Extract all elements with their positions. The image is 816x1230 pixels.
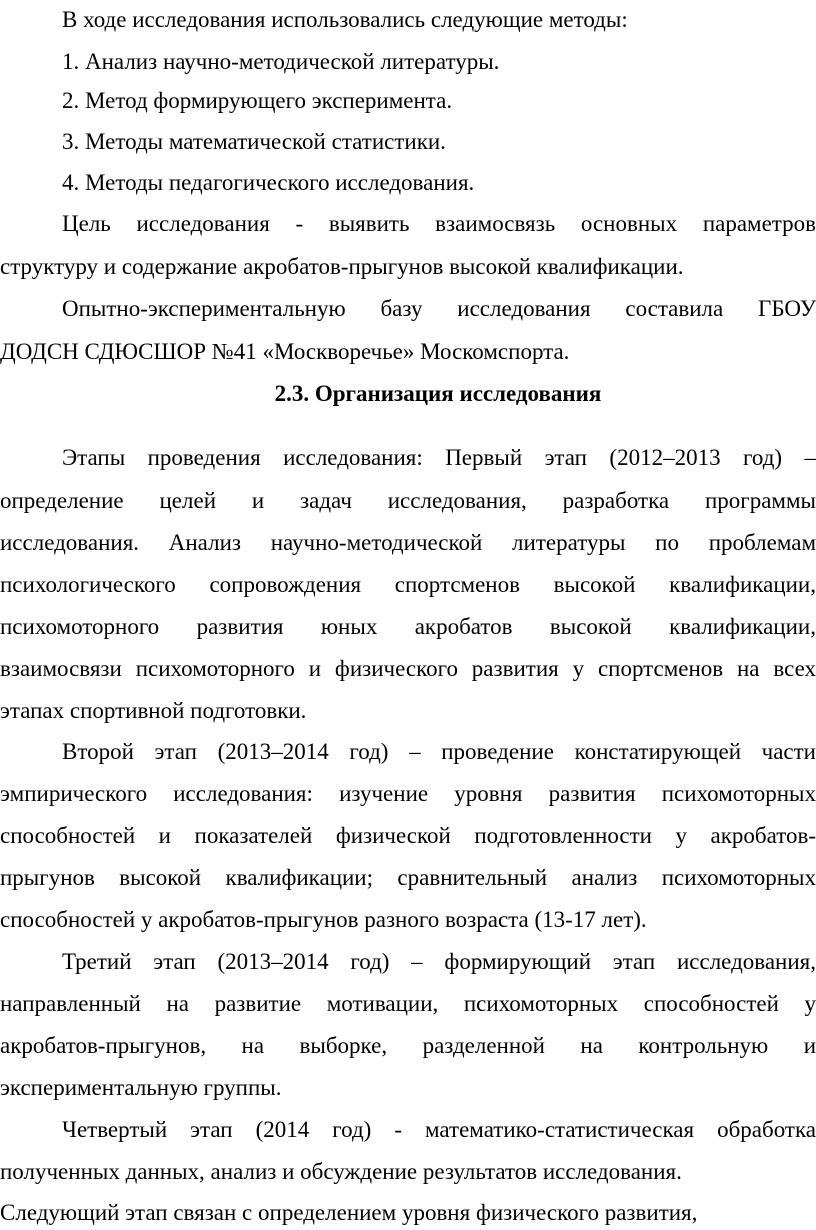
section-heading: 2.3. Организация исследования	[274, 381, 602, 406]
stage2-line: способностей и показателей физической подготовленности у акробатов-	[0, 823, 816, 848]
intro-line: В ходе исследования использовались следующие методы:	[62, 7, 628, 32]
stage1-line: Этапы проведения исследования: Первый этап (2012–2013 год) –	[62, 445, 816, 470]
stage3-line: акробатов-прыгунов, на выборке, разделенной на контрольную и	[0, 1033, 816, 1058]
stage1-line: психомоторного развития юных акробатов высокой квалификации,	[0, 614, 816, 639]
stage4-line: полученных данных, анализ и обсуждение результатов исследования.	[0, 1159, 682, 1184]
stage3-line: экспериментальную группы.	[0, 1075, 282, 1100]
method-item: 1. Анализ научно-методической литературы.	[62, 49, 500, 74]
next-stage-line: Следующий этап связан с определением уровня физического развития,	[0, 1200, 698, 1225]
base-line: ДОДСН СДЮСШОР №41 «Москворечье» Москомспорта.	[0, 339, 570, 364]
stage1-line: исследования. Анализ научно-методической литературы по проблемам	[0, 530, 816, 555]
stage4-line: Четвертый этап (2014 год) - математико-статистическая обработка	[62, 1117, 816, 1142]
stage2-line: способностей у акробатов-прыгунов разного возраста (13-17 лет).	[0, 907, 647, 932]
stage1-line: определение целей и задач исследования, разработка программы	[0, 488, 816, 513]
method-item: 3. Методы математической статистики.	[62, 129, 446, 154]
stage1-line: этапах спортивной подготовки.	[0, 698, 307, 723]
stage2-line: Второй этап (2013–2014 год) – проведение констатирующей части	[62, 739, 816, 764]
stage3-line: Третий этап (2013–2014 год) – формирующий этап исследования,	[62, 949, 816, 974]
stage1-line: взаимосвязи психомоторного и физического развития у спортсменов на всех	[0, 656, 816, 681]
goal-line: Цель исследования - выявить взаимосвязь основных параметров	[62, 211, 816, 236]
method-item: 2. Метод формирующего эксперимента.	[62, 88, 453, 113]
stage2-line: эмпирического исследования: изучение уровня развития психомоторных	[0, 781, 816, 806]
stage1-line: психологического сопровождения спортсменов высокой квалификации,	[0, 572, 816, 597]
stage3-line: направленный на развитие мотивации, психомоторных способностей у	[0, 991, 816, 1016]
stage2-line: прыгунов высокой квалификации; сравнительный анализ психомоторных	[0, 865, 816, 890]
method-item: 4. Методы педагогического исследования.	[62, 170, 475, 195]
goal-line: структуру и содержание акробатов-прыгунов высокой квалификации.	[0, 254, 684, 279]
base-line: Опытно-экспериментальную базу исследования составила ГБОУ	[62, 296, 816, 321]
